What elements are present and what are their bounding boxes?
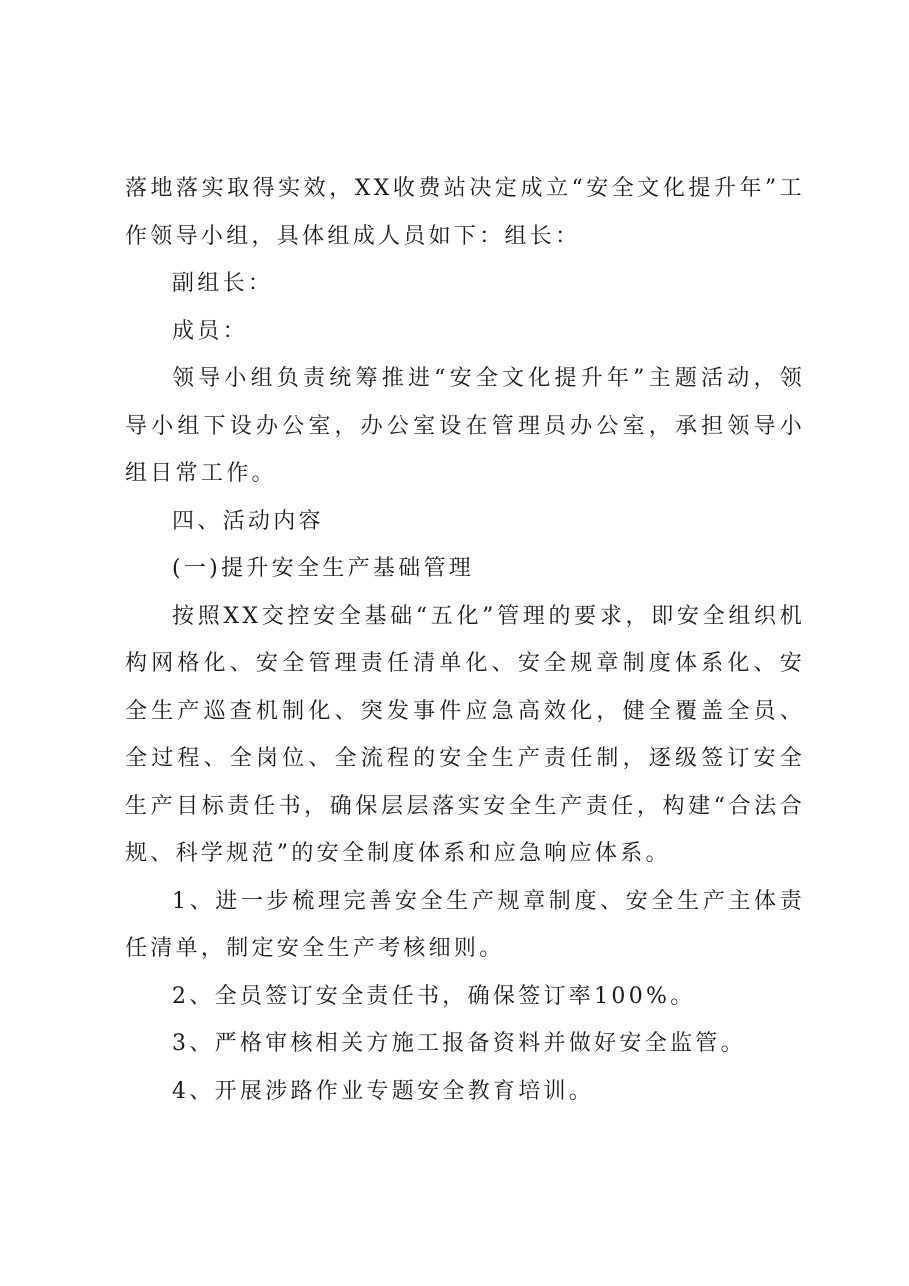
paragraph-leading-group-duties: 领导小组负责统筹推进“安全文化提升年”主题活动，领导小组下设办公室，办公室设在管理员办公室，承担领导小组日常工作。 — [125, 366, 805, 486]
paragraph-members: 成员： — [172, 318, 248, 344]
list-item-1: 1、进一步梳理完善安全生产规章制度、安全生产主体责任清单，制定安全生产考核细则。 — [125, 888, 805, 961]
list-item-2: 2、全员签订安全责任书，确保签订率100%。 — [172, 983, 696, 1009]
list-item-4: 4、开展涉路作业专题安全教育培训。 — [172, 1078, 595, 1104]
paragraph-five-standards: 按照XX交控安全基础“五化”管理的要求，即安全组织机构网格化、安全管理责任清单化、安全规章制度体系化、安全生产巡查机制化、突发事件应急高效化，健全覆盖全员、全过程、全岗位、全流程的安全生产责任制，逐级签订安全生产目标责任书，确保层层落实安全生产责任，构建“合法合规、科学规范”的安全制度体系和应急响应体系。 — [125, 603, 805, 866]
paragraph-continuation-leading-group: 落地落实取得实效，XX收费站决定成立“安全文化提升年”工作领导小组，具体组成人员如下：组长： — [125, 176, 805, 249]
section-heading-activity-content: 四、活动内容 — [172, 508, 324, 534]
paragraph-deputy-leader: 副组长： — [172, 271, 274, 296]
subsection-heading-safety-management: (一)提升安全生产基础管理 — [172, 556, 475, 581]
list-item-3: 3、严格审核相关方施工报备资料并做好安全监管。 — [172, 1031, 746, 1056]
document-body — [125, 165, 805, 1115]
